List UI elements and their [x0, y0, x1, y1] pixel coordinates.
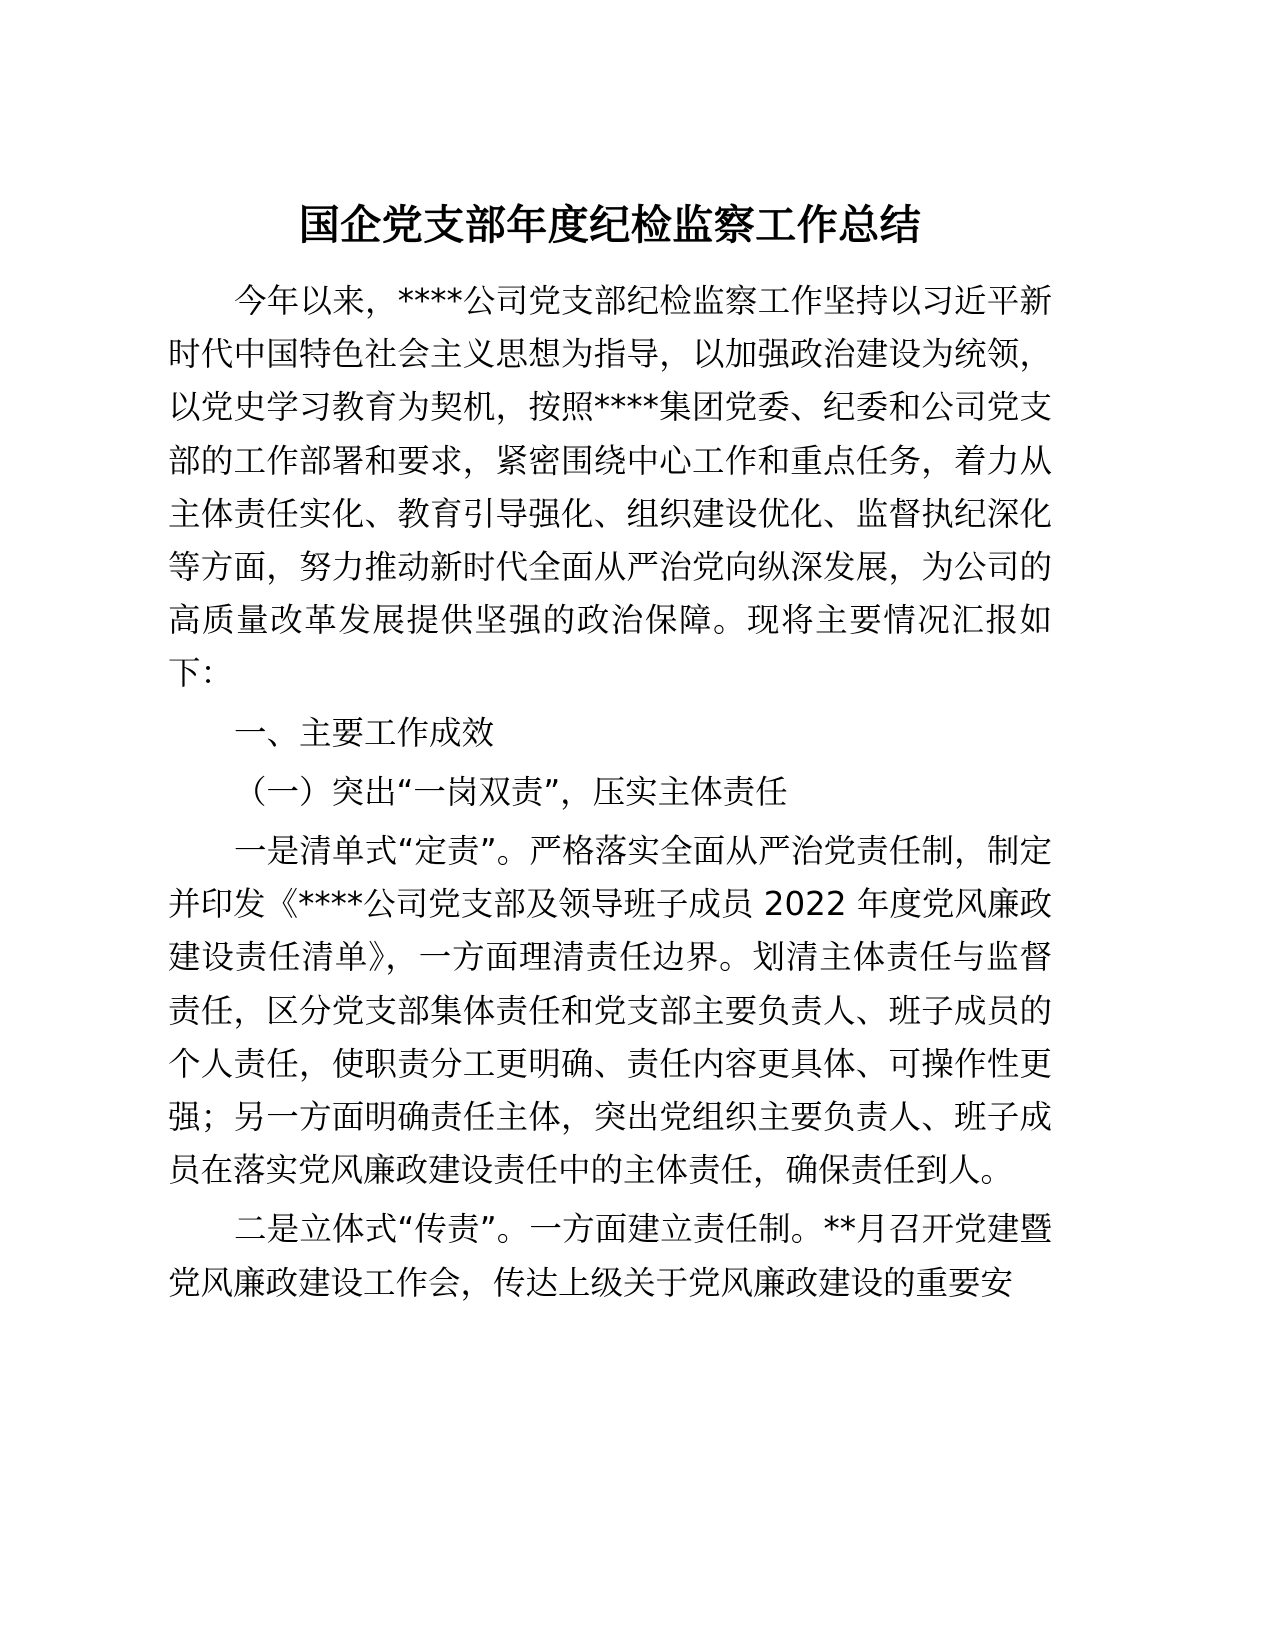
document-body: [168, 0, 1052, 1310]
heading-main-achievements: 一、主要工作成效: [234, 713, 495, 752]
paragraph-item-two: 二是立体式“传责”。一方面建立责任制。**月召开党建暨党风廉政建设工作会，传达上级关于党风廉政建设的重要安: [168, 1210, 1052, 1302]
title-spacer: [168, 246, 1052, 275]
heading-subsection-one: （一）突出“一岗双责”，压实主体责任: [234, 772, 788, 811]
page-title: 国企党支部年度纪检监察工作总结: [298, 201, 922, 249]
paragraph-intro: 今年以来，****公司党支部纪检监察工作坚持以习近平新时代中国特色社会主义思想为指导，以加强政治建设为统领，以党史学习教育为契机，按照****集团党委、纪委和公司党支部的工作部署和要求，紧密围绕中心工作和重点任务，着力从主体责任实化、教育引导强化、组织建设优化、监督执纪深化等方面，努力推动新时代全面从严治党向纵深发展，为公司的高质量改革发展提供坚强的政治保障。现将主要情况汇报如下：: [168, 282, 1052, 693]
paragraph-item-one: 一是清单式“定责”。严格落实全面从严治党责任制，制定并印发《****公司党支部及领导班子成员 2022 年度党风廉政建设责任清单》，一方面理清责任边界。划清主体责任与监督责任，区分党支部集体责任和党支部主要负责人、班子成员的个人责任，使职责分工更明确、责任内容更具体、可操作性更强；另一方面明确责任主体，突出党组织主要负责人、班子成员在落实党风廉政建设责任中的主体责任，确保责任到人。: [168, 832, 1052, 1190]
